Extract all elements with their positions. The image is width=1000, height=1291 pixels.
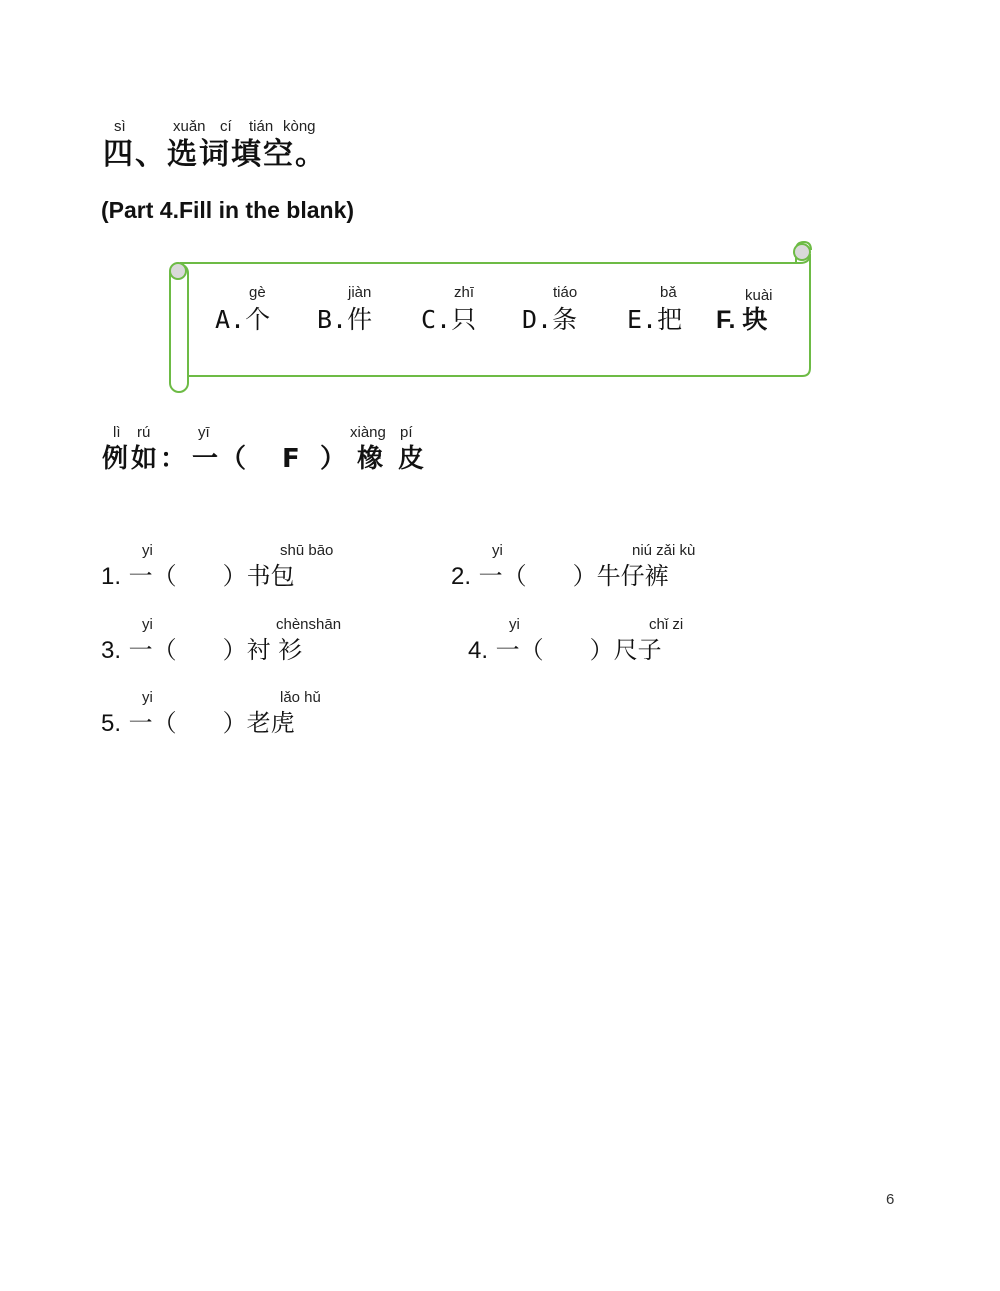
q1-yi: 一 [128, 562, 153, 590]
question-1 [101, 564, 295, 589]
option-f-letter: F. [716, 306, 736, 334]
option-d-letter: D. [522, 305, 553, 334]
question-2 [451, 564, 669, 589]
q4-word: 尺子 [613, 636, 662, 664]
q3-yi-pinyin: yi [142, 616, 153, 633]
q4-open-paren: （ [519, 636, 544, 664]
q2-close-paren: ） [572, 562, 597, 590]
q1-word-pinyin: shū bāo [280, 542, 334, 559]
example-word: 橡 皮 [357, 444, 428, 474]
option-d-char: 条 [552, 305, 578, 334]
option-b [317, 307, 372, 332]
option-f-pinyin: kuài [745, 287, 773, 304]
q5-word: 老虎 [246, 709, 295, 737]
q2-word: 牛仔裤 [596, 562, 669, 590]
option-e-letter: E. [627, 305, 658, 334]
q4-number: 4. [468, 637, 489, 664]
section-title: 四、选词填空。 [103, 137, 327, 172]
q1-yi-pinyin: yi [142, 542, 153, 559]
section-subtitle: (Part 4.Fill in the blank) [101, 197, 355, 223]
q3-number: 3. [101, 637, 122, 664]
q5-yi-pinyin: yi [142, 689, 153, 706]
example-pinyin-yi: yī [198, 424, 210, 441]
option-b-letter: B. [317, 305, 348, 334]
option-c [421, 307, 476, 332]
example-open-paren: （ [220, 444, 250, 474]
example-pinyin-pi: pí [400, 424, 413, 441]
q2-open-paren: （ [502, 562, 527, 590]
option-f [716, 307, 767, 333]
q3-yi: 一 [128, 636, 153, 664]
option-d [522, 307, 577, 332]
q1-number: 1. [101, 563, 122, 590]
option-a [215, 307, 270, 332]
q5-open-paren: （ [152, 709, 177, 737]
option-c-letter: C. [421, 305, 452, 334]
q5-close-paren: ） [222, 709, 247, 737]
title-pinyin-kong: kòng [283, 118, 316, 135]
q1-open-paren: （ [152, 562, 177, 590]
q2-number: 2. [451, 563, 472, 590]
option-c-char: 只 [451, 305, 477, 334]
q1-close-paren: ） [222, 562, 247, 590]
q3-open-paren: （ [152, 636, 177, 664]
q5-number: 5. [101, 710, 122, 737]
q5-yi: 一 [128, 709, 153, 737]
example-pinyin-ru: rú [137, 424, 151, 441]
option-e-pinyin: bǎ [660, 284, 677, 301]
option-d-pinyin: tiáo [553, 284, 578, 301]
title-pinyin-xuan: xuǎn [173, 118, 206, 135]
example-pinyin-li: lì [113, 424, 121, 441]
title-pinyin-tian: tián [249, 118, 274, 135]
title-pinyin-si: sì [114, 118, 126, 135]
option-a-pinyin: gè [249, 284, 266, 301]
option-c-pinyin: zhī [454, 284, 475, 301]
question-3 [101, 638, 302, 663]
q2-yi-pinyin: yi [492, 542, 503, 559]
q3-close-paren: ） [222, 636, 247, 664]
q2-yi: 一 [478, 562, 503, 590]
question-5 [101, 711, 295, 736]
example-answer: F [282, 444, 303, 474]
option-a-char: 个 [245, 305, 271, 334]
option-a-letter: A. [215, 305, 246, 334]
option-e-char: 把 [657, 305, 683, 334]
q4-close-paren: ） [589, 636, 614, 664]
q3-word-pinyin: chènshān [276, 616, 342, 633]
page-number: 6 [886, 1191, 895, 1208]
q4-yi: 一 [495, 636, 520, 664]
title-pinyin-ci: cí [220, 118, 232, 135]
option-b-char: 件 [347, 305, 373, 334]
option-f-char: 块 [742, 305, 768, 334]
q4-yi-pinyin: yi [509, 616, 520, 633]
q3-word: 衬 衫 [246, 636, 303, 664]
q1-word: 书包 [246, 562, 295, 590]
q2-word-pinyin: niú zǎi kù [632, 542, 696, 559]
option-b-pinyin: jiàn [348, 284, 372, 301]
q4-word-pinyin: chǐ zi [649, 616, 684, 633]
example-close-paren: ） [320, 444, 350, 474]
example-yi: 一 [192, 444, 222, 474]
q5-word-pinyin: lǎo hǔ [280, 689, 321, 706]
option-e [627, 307, 682, 332]
question-4 [468, 638, 662, 663]
example-pinyin-xiang: xiàng [350, 424, 386, 441]
example-label: 例如： [102, 444, 190, 474]
